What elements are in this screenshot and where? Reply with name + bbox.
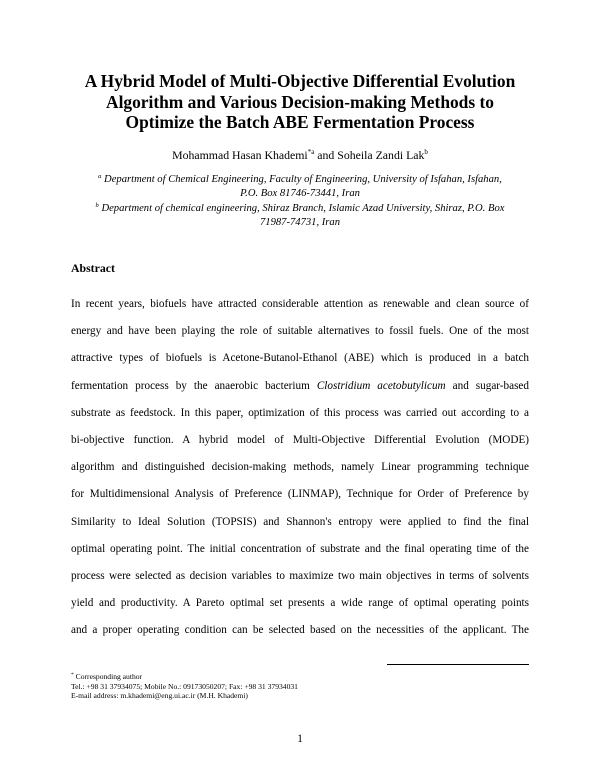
abstract-line-4-head: fermentation process by the anaerobic bacterium	[71, 379, 310, 392]
abstract-body	[71, 291, 529, 645]
affiliation-b-line-1: Department of chemical engineering, Shiraz Branch, Islamic Azad University, Shiraz, P.O. Box	[98, 203, 505, 214]
affiliation-b	[66, 199, 534, 230]
abstract-line-8: for Multidimensional Analysis of Preference (LINMAP), Technique for Order of Preference by	[71, 488, 529, 501]
footnote-label: Corresponding author	[73, 672, 143, 681]
affiliation-a-line-2: P.O. Box 81746-73441, Iran	[240, 188, 360, 200]
abstract-line-9: Similarity to Ideal Solution (TOPSIS) and Shannon's entropy were applied to find the final	[71, 515, 529, 528]
abstract-line-13: and a proper operating condition can be selected based on the necessities of the applicant. The	[71, 624, 529, 637]
title-line-1: A Hybrid Model of Multi-Objective Differential Evolution	[84, 71, 516, 91]
affiliation-a	[66, 170, 534, 201]
abstract-line-11: process were selected as decision variables to maximize two main objectives in terms of solvents	[71, 570, 529, 583]
abstract-line-1: In recent years, biofuels have attracted considerable attention as renewable and clean source of	[71, 298, 529, 310]
abstract-line-4-tail: and sugar-based	[445, 379, 529, 392]
abstract-line-6: bi-objective function. A hybrid model of Multi-Objective Differential Evolution (MODE)	[71, 434, 529, 447]
page-number: 1	[297, 733, 303, 745]
author-connector: and	[314, 148, 338, 162]
abstract-line-4	[71, 373, 529, 400]
footnote-email: E-mail address: m.khademi@eng.ui.ac.ir (M.H. Khademi)	[71, 691, 248, 701]
author-2-marks: b	[424, 148, 428, 156]
abstract-line-5: substrate as feedstock. In this paper, optimization of this process was carried out according to a	[71, 406, 529, 419]
affiliation-a-line-1: Department of Chemical Engineering, Faculty of Engineering, University of Isfahan, Isfahan,	[101, 174, 502, 185]
title-line-3: Optimize the Batch ABE Fermentation Process	[125, 112, 475, 132]
affiliation-b-mark: b	[95, 202, 99, 209]
footnote-contact: Tel.: +98 31 37934075; Mobile No.: 09173050207; Fax: +98 31 37934031	[71, 681, 298, 691]
abstract-line-2: energy and have been playing the role of suitable alternatives to fossil fuels. One of the most	[71, 325, 529, 338]
abstract-line-10: optimal operating point. The initial concentration of substrate and the final operating time of the	[71, 542, 529, 555]
affiliation-b-line-2: 71987-74731, Iran	[259, 217, 341, 229]
title-line-2: Algorithm and Various Decision-making Methods to	[106, 91, 494, 112]
abstract-line-12: yield and productivity. A Pareto optimal set presents a wide range of optimal operating points	[71, 597, 529, 610]
abstract-line-3: attractive types of biofuels is Acetone-Butanol-Ethanol (ABE) which is produced in a batch	[71, 352, 529, 365]
author-1-marks: *a	[307, 148, 315, 156]
footnote-divider	[387, 664, 529, 665]
abstract-line-7: algorithm and distinguished decision-making methods, namely Linear programming technique	[71, 461, 529, 474]
footnote	[71, 671, 298, 701]
footnote-mark: *	[71, 672, 74, 678]
author-list	[40, 145, 560, 162]
species-name: Clostridium acetobutylicum	[316, 379, 446, 392]
affiliation-a-mark: a	[98, 173, 102, 180]
author-2: Soheila Zandi Lak	[337, 148, 425, 162]
author-1: Mohammad Hasan Khademi	[172, 148, 308, 162]
paper-title	[40, 71, 560, 133]
abstract-heading: Abstract	[71, 261, 115, 275]
